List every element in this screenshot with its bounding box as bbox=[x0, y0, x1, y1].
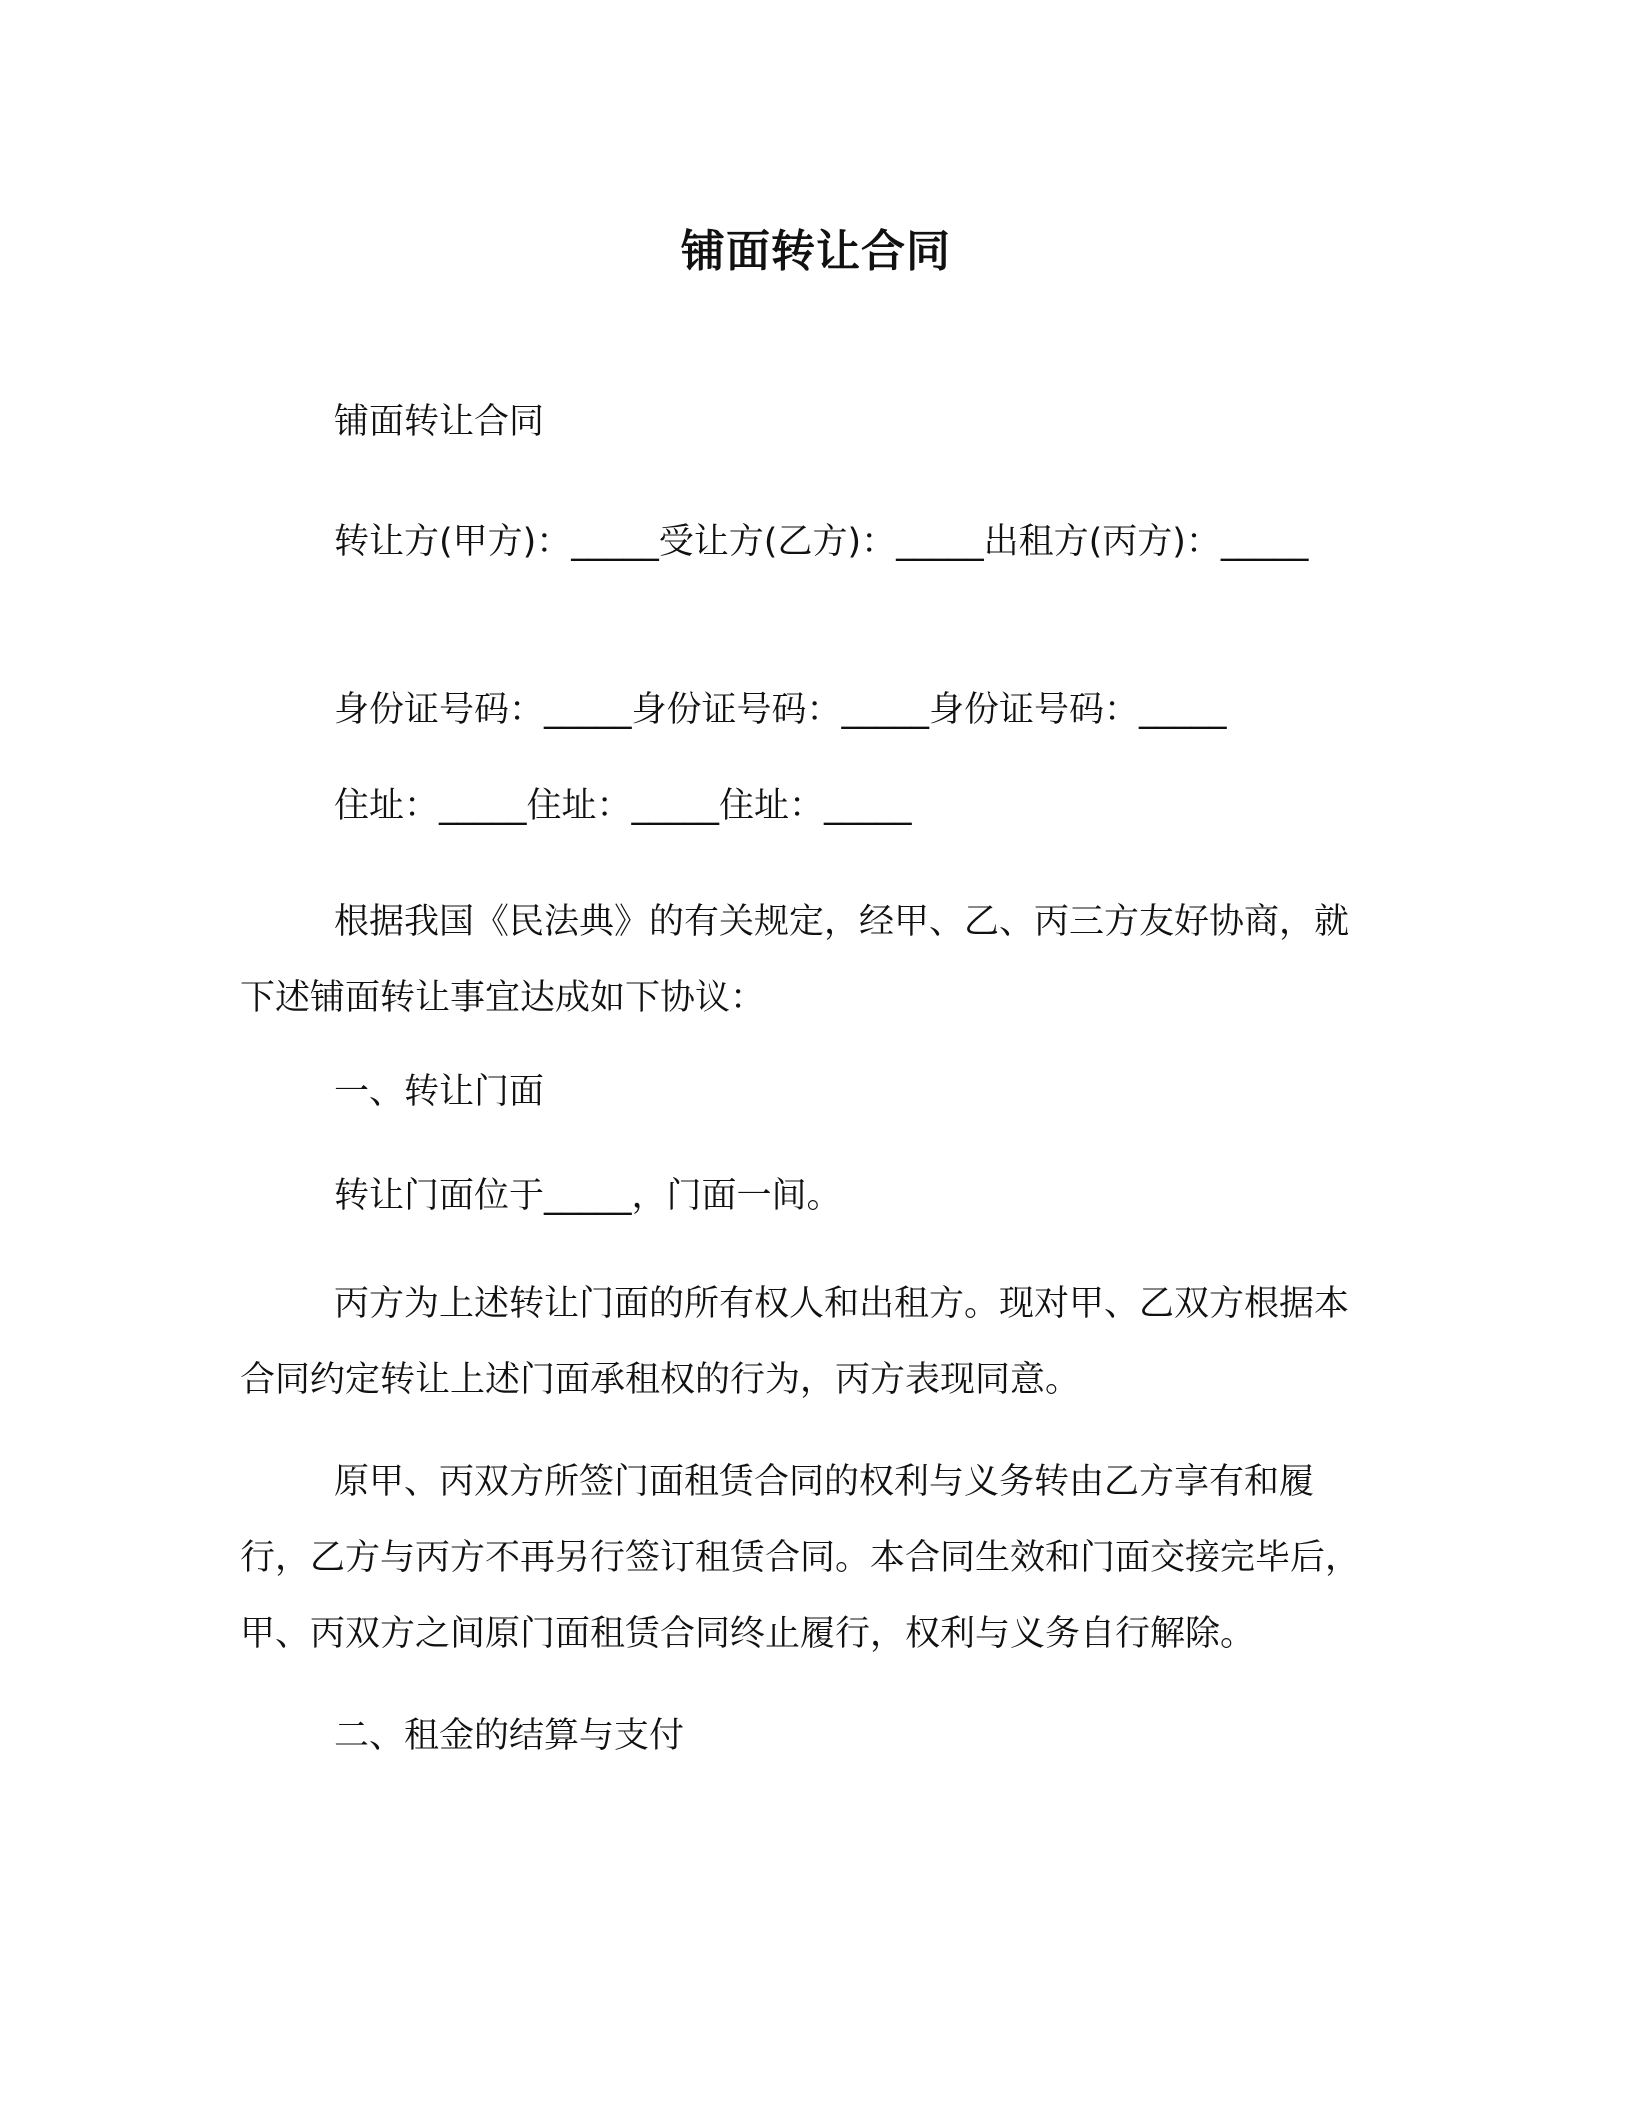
paragraph-rights-transfer: 原甲、丙双方所签门面租赁合同的权利与义务转由乙方享有和履行，乙方与丙方不再另行签订租赁合同。本合同生效和门面交接完毕后，甲、丙双方之间原门面租赁合同终止履行，权利与义务自行解除。 bbox=[240, 1462, 1361, 1654]
paragraph-id-numbers: 身份证号码：_____身份证号码：_____身份证号码：_____ bbox=[334, 690, 1227, 730]
section-heading-1: 一、转让门面 bbox=[334, 1072, 545, 1112]
document-title: 铺面转让合同 bbox=[681, 226, 951, 277]
paragraph-owner-consent: 丙方为上述转让门面的所有权人和出租方。现对甲、乙双方根据本合同约定转让上述门面承租权的行为，丙方表现同意。 bbox=[240, 1284, 1350, 1400]
paragraph-subtitle: 铺面转让合同 bbox=[334, 402, 545, 442]
paragraph-parties: 转让方(甲方)：_____受让方(乙方)：_____出租方(丙方)：_____ bbox=[334, 522, 1309, 562]
paragraph-preamble: 根据我国《民法典》的有关规定，经甲、乙、丙三方友好协商，就下述铺面转让事宜达成如下协议： bbox=[240, 902, 1350, 1018]
paragraph-location: 转让门面位于_____，门面一间。 bbox=[334, 1176, 842, 1216]
paragraph-addresses: 住址：_____住址：_____住址：_____ bbox=[334, 786, 912, 826]
section-heading-2: 二、租金的结算与支付 bbox=[334, 1716, 685, 1756]
